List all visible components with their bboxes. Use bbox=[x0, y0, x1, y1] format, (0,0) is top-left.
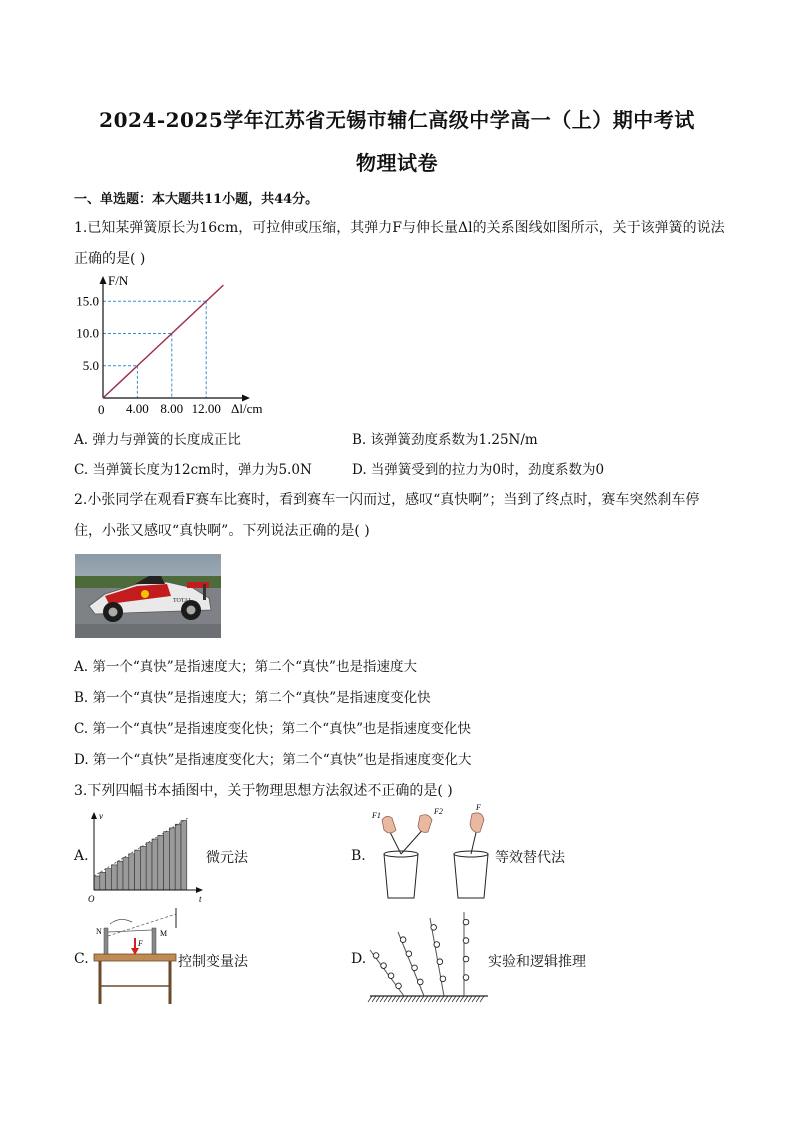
step-bar bbox=[175, 824, 181, 890]
step-bar bbox=[129, 854, 135, 890]
axis-v-label: v bbox=[99, 811, 103, 821]
q2-stem-line2: 住，小张又感叹“真快啊”。下列说法正确的是( ) bbox=[74, 523, 370, 539]
ball bbox=[373, 953, 379, 959]
q3-option-b-label: 等效替代法 bbox=[495, 850, 565, 866]
q3-option-c-letter[interactable]: C. bbox=[74, 951, 89, 967]
press-force-label: F bbox=[138, 939, 143, 948]
document-subtitle: 物理试卷 bbox=[356, 151, 438, 175]
step-bar bbox=[100, 872, 106, 890]
step-bar bbox=[123, 858, 129, 891]
ball bbox=[463, 975, 469, 981]
force-f2-label: F2 bbox=[434, 807, 443, 816]
ground-hatching bbox=[368, 996, 484, 1002]
step-bar bbox=[146, 843, 152, 890]
ball bbox=[406, 951, 412, 957]
spring-force-chart bbox=[70, 270, 280, 420]
car-sponsor-text: TOTAL bbox=[173, 598, 193, 604]
force-f1-label: F1 bbox=[372, 811, 381, 820]
inclined-planes bbox=[370, 912, 469, 996]
ball bbox=[381, 963, 387, 969]
q1-option-d[interactable]: D. 当弹簧受到的拉力为0时，劲度系数为0 bbox=[352, 462, 605, 478]
step-bar bbox=[135, 850, 141, 890]
q2-option-c[interactable]: C. 第一个“真快”是指速度变化快；第二个“真快”也是指速度变化快 bbox=[74, 721, 472, 737]
step-bar bbox=[117, 861, 123, 890]
ball bbox=[440, 976, 446, 982]
origin-label: O bbox=[88, 894, 95, 904]
x-tick-label: 4.00 bbox=[126, 401, 149, 416]
chart-axes bbox=[100, 276, 251, 402]
q3-option-b-letter[interactable]: B. bbox=[351, 848, 366, 864]
q3-option-c-label: 控制变量法 bbox=[178, 954, 248, 970]
race-car-photo bbox=[75, 554, 221, 638]
q3-option-d-label: 实验和逻辑推理 bbox=[488, 954, 586, 970]
y-tick-label: 5.0 bbox=[82, 357, 99, 373]
ball bbox=[434, 942, 440, 948]
ball bbox=[417, 979, 423, 985]
x-tick-label: 8.00 bbox=[160, 401, 184, 416]
q1-option-c[interactable]: C. 当弹簧长度为12cm时，弹力为5.0N bbox=[74, 462, 312, 478]
step-bar bbox=[158, 835, 164, 890]
chart-series-line bbox=[103, 285, 223, 398]
q1-stem-line2: 正确的是( ) bbox=[74, 251, 146, 267]
step-bar bbox=[94, 876, 100, 890]
chart-y-axis-label: F/N bbox=[108, 273, 129, 288]
q2-option-b[interactable]: B. 第一个“真快”是指速度大；第二个“真快”是指速度变化快 bbox=[74, 690, 431, 706]
x-tick-label: 12.00 bbox=[191, 401, 221, 416]
chart-origin-label: 0 bbox=[98, 402, 105, 417]
q1-option-a[interactable]: A. 弹力与弹簧的长度成正比 bbox=[74, 432, 241, 448]
chart-x-axis-label: Δl/cm bbox=[231, 401, 263, 416]
y-tick-label: 10.0 bbox=[76, 325, 99, 341]
section-heading: 一、单选题：本大题共11小题，共44分。 bbox=[74, 192, 319, 207]
q1-stem-line1: 1.已知某弹簧原长为16cm，可拉伸或压缩，其弹力F与伸长量Δl的关系图线如图所示，关于该弹簧的说法 bbox=[74, 220, 725, 236]
mirror-n-label: N bbox=[96, 927, 102, 936]
ball bbox=[400, 937, 406, 943]
ball bbox=[463, 938, 469, 944]
q1-option-b[interactable]: B. 该弹簧劲度系数为1.25N/m bbox=[352, 432, 538, 448]
ball bbox=[437, 959, 443, 965]
ball bbox=[388, 973, 394, 979]
equivalent-substitution-figure bbox=[372, 803, 502, 904]
ball bbox=[412, 965, 418, 971]
step-bars bbox=[94, 821, 187, 891]
y-tick-label: 15.0 bbox=[76, 293, 99, 309]
step-bar bbox=[106, 869, 112, 890]
document-title: 2024-2025学年江苏省无锡市辅仁高级中学高一（上）期中考试 bbox=[99, 108, 695, 132]
ball bbox=[396, 983, 402, 989]
series-line bbox=[103, 285, 223, 398]
axis-t-label: t bbox=[199, 894, 202, 904]
ball bbox=[431, 925, 437, 931]
step-bar bbox=[152, 839, 158, 890]
step-bar bbox=[169, 828, 175, 890]
inclined-plane-figure bbox=[368, 910, 490, 1004]
q3-stem: 3.下列四幅书本插图中，关于物理思想方法叙述不正确的是( ) bbox=[74, 783, 453, 799]
step-bar bbox=[111, 865, 117, 890]
q3-option-a-letter[interactable]: A. bbox=[74, 848, 89, 864]
ball bbox=[463, 956, 469, 962]
mirror-m-label: M bbox=[160, 929, 168, 938]
step-bar bbox=[181, 821, 187, 891]
q3-option-d-letter[interactable]: D. bbox=[351, 951, 367, 967]
step-bar bbox=[164, 832, 170, 890]
q2-option-d[interactable]: D. 第一个“真快”是指速度变化大；第二个“真快”也是指速度变化大 bbox=[74, 752, 472, 768]
q2-stem-line1: 2.小张同学在观看F赛车比赛时，看到赛车一闪而过，感叹“真快啊”；当到了终点时，赛车突然刹车停 bbox=[74, 492, 700, 508]
force-f-label: F bbox=[476, 803, 481, 812]
ball bbox=[463, 919, 469, 925]
micro-element-figure bbox=[86, 810, 206, 904]
q3-option-a-label: 微元法 bbox=[206, 850, 248, 866]
q2-option-a[interactable]: A. 第一个“真快”是指速度大；第二个“真快”也是指速度大 bbox=[74, 659, 417, 675]
control-variable-figure bbox=[90, 906, 180, 1006]
step-bar bbox=[140, 846, 146, 890]
